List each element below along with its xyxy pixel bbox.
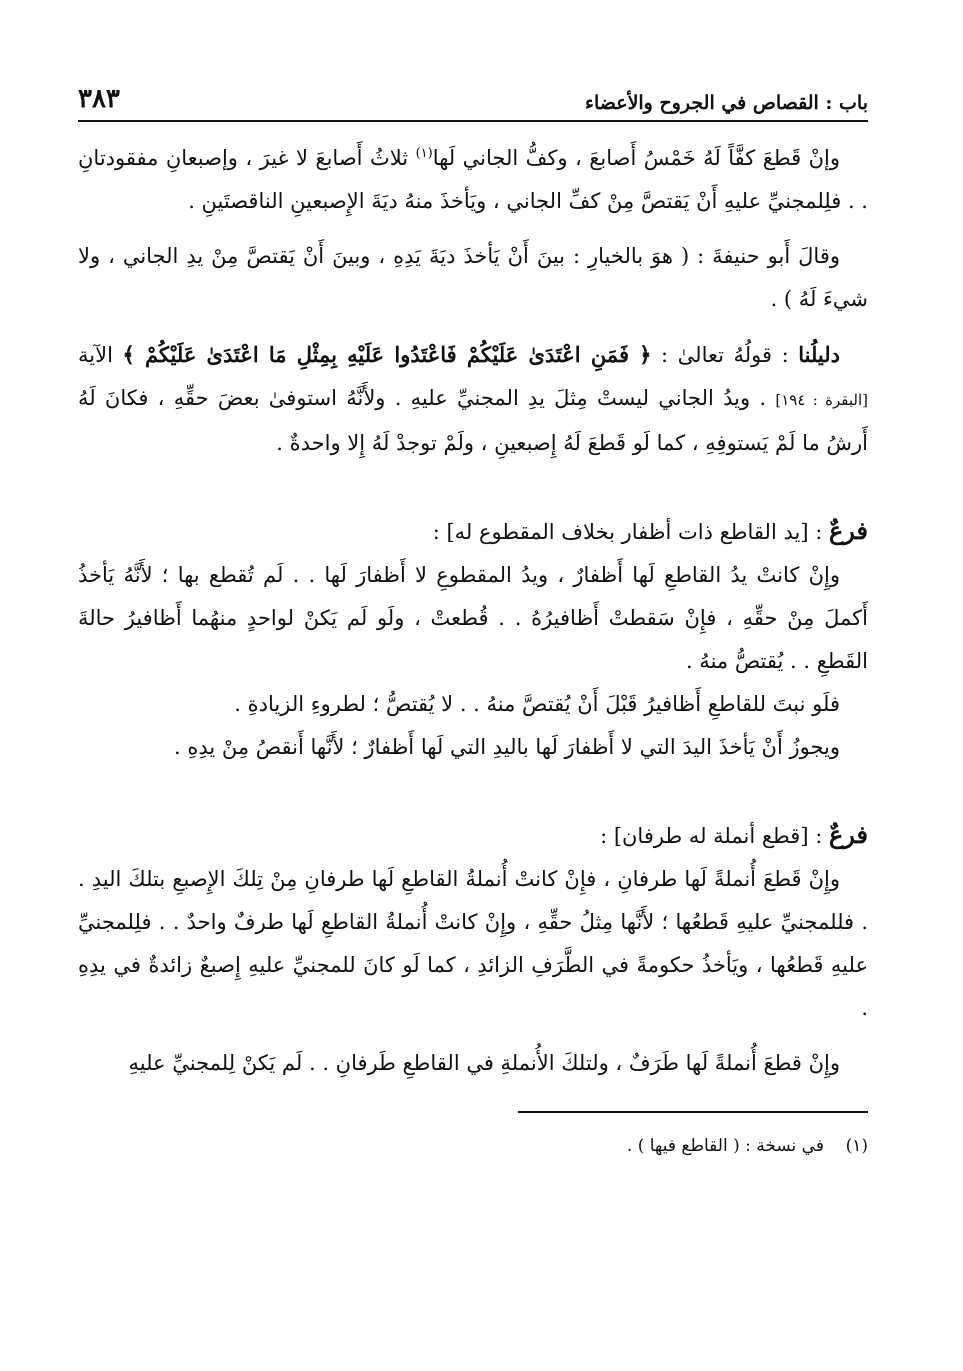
section-2-title: : [قطع أنملة له طرفان] : bbox=[600, 824, 829, 848]
running-header bbox=[78, 78, 868, 114]
section-1-label: فرعٌ bbox=[828, 516, 868, 545]
paragraph-2: وقالَ أَبو حنيفةَ : ( هوَ بالخيارِ : بينَ أَنْ يَأخذَ ديَةَ يَدِهِ ، وبينَ أَنْ يَقتصَّ مِنْ يدِ الجاني ، ولا شيءَ لَهُ ) . bbox=[78, 244, 868, 311]
evidence-lead: دليلُنا bbox=[798, 342, 840, 367]
section-2-label: فرعٌ bbox=[828, 820, 868, 849]
paragraph-1-text-a: وإنْ قَطعَ كفَّاً لَهُ خَمْسُ أَصابعَ ، وكفُّ الجاني لَها bbox=[432, 146, 840, 170]
section-1-paragraph-1: وإِنْ كانتْ يدُ القاطعِ لَها أَظفارٌ ، ويدُ المقطوعِ لا أَظفارَ لَها . . لَم تُقطع بها ؛ لأَنَّهُ يَأخذُ أَكملَ مِنْ حقِّهِ ، فإِنْ سَقطتْ أَظافيرُهُ . . قُطعتْ ، ولَو لَم يَكنْ لواحدٍ منهُما أَظافيرُ حالةَ القَطعِ . . يُقتصُّ منهُ . bbox=[78, 563, 868, 673]
paragraph-3-text-c: . ويدُ الجاني ليستْ مِثلَ يدِ المجنيِّ عليهِ . ولأَنَّهُ استوفىٰ بعضَ حقِّهِ ، فكانَ لَهُ أَرشُ ما لَمْ يَستوفِهِ ، كما لَو قَطعَ لَهُ إِصبعينِ ، ولَمْ توجدْ لَهُ إِلا واحدةٌ . bbox=[78, 386, 868, 455]
paragraph-3 bbox=[78, 333, 868, 465]
paragraph-3-text-b: الآية bbox=[78, 343, 123, 367]
chapter-title: باب : القصاص في الجروح والأعضاء bbox=[585, 92, 868, 114]
footnote-rule bbox=[518, 1111, 868, 1113]
quran-verse: ﴿ فَمَنِ اعْتَدَىٰ عَلَيْكُمْ فَاعْتَدُوا عَلَيْهِ بِمِثْلِ مَا اعْتَدَىٰ عَلَيْكُمْ ﴾ bbox=[122, 342, 652, 367]
paragraph-1 bbox=[78, 132, 868, 223]
quran-reference: [البقرة : ١٩٤] bbox=[775, 391, 868, 409]
footnote-marker[interactable]: (١) bbox=[415, 146, 433, 161]
section-1-title: : [يد القاطع ذات أظفار بخلاف المقطوع له] : bbox=[432, 520, 829, 544]
section-2-heading bbox=[78, 813, 868, 858]
section-2-paragraph-2: وإِنْ قطعَ أُنملةً لَها طَرَفٌ ، ولتلكَ الأُنملةِ في القاطعِ طَرفانِ . . لَم يَكنْ لِلمجنيِّ عليهِ bbox=[128, 1051, 840, 1075]
header-rule bbox=[78, 120, 868, 122]
section-2-paragraph-1: وإِنْ قَطعَ أُنملةً لَها طرفانِ ، فإِنْ كانتْ أُنملةُ القاطعِ لَها طرفانِ مِنْ تِلكَ الإِصبعِ بتلكَ اليدِ . . فللمجنيِّ عليهِ قَطعُها ؛ لأَنَّها مِثلُ حقِّهِ ، وإِنْ كانتْ أُنملةُ القاطعِ لَها طرفٌ واحدٌ . . فلِلمجنيِّ عليهِ قَطعُها ، ويَأخذُ حكومةً في الطَّرَفِ الزائدِ ، كما لَو كانَ للمجنيِّ عليهِ إِصبعٌ زائدةٌ في يدِهِ . bbox=[78, 867, 868, 1020]
paragraph-3-text-a: : قولُهُ تعالىٰ : bbox=[651, 343, 799, 367]
footnote bbox=[78, 1131, 868, 1161]
section-1-heading bbox=[78, 509, 868, 554]
footnote-number: (١) bbox=[845, 1136, 868, 1156]
section-1-paragraph-2: فلَو نبتَ للقاطعِ أَظافيرُ قَبْلَ أَنْ يُقتصَّ منهُ . . لا يُقتصُّ ؛ لطروءِ الزيادةِ . bbox=[234, 692, 840, 716]
page bbox=[78, 78, 868, 1161]
section-1-paragraph-3: ويجوزُ أَنْ يَأخذَ اليدَ التي لا أَظفارَ لَها باليدِ التي لَها أَظفارٌ ؛ لأَنَّها أَنقصُ مِنْ يدِهِ . bbox=[174, 735, 840, 759]
page-number: ٣٨٣ bbox=[78, 84, 120, 114]
footnote-text: في نسخة : ( القاطع فيها ) . bbox=[626, 1136, 824, 1156]
paragraph-1-text-b: ثلاثُ أَصابعَ لا غيرَ ، وإصبعانِ مفقودتانِ . . فلِلمجنيِّ عليهِ أَنْ يَقتصَّ مِنْ كفِّ الجاني ، ويَأخذَ منهُ ديَةَ الإِصبعينِ الناقصتَينِ . bbox=[78, 146, 868, 213]
